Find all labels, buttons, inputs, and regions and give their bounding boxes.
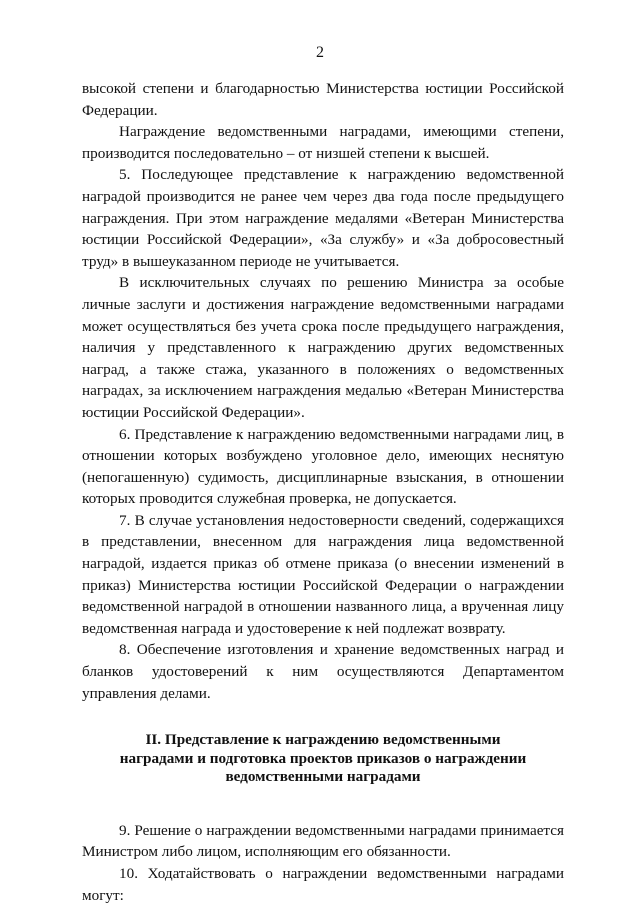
paragraph-item-6: 6. Представление к награждению ведомственными наградами лиц, в отношении которых возбуждено уголовное дело, имеющих неснятую (непогашенную) судимость, дисциплинарные взыскания, в отношении которых проводится служебная проверка, не допускается. [82, 425, 564, 508]
section-heading-line-1: II. Представление к награждению ведомственными [145, 731, 501, 749]
paragraph-item-5: 5. Последующее представление к награждению ведомственной наградой производится не ранее чем через два года после предыдущего награждения. При этом награждение медалями «Ветеран Министерства юстиции Российской Федерации», «За службу» и «За добросовестный труд» в вышеуказанном периоде не учитывается. [82, 166, 564, 270]
paragraph-item-7: 7. В случае установления недостоверности сведений, содержащихся в представлении, внесенном для награждения лица ведомственной наградой, издается приказ об отмене приказа (о внесении изменений в приказ) Министерства юстиции Российской Федерации о награждении ведомственной наградой в отношении названного лица, а врученная лицу ведомственная награда и удостоверение к ней подлежат возврату. [82, 511, 564, 637]
page-number: 2 [316, 44, 324, 61]
paragraph-exceptional-cases: В исключительных случаях по решению Министра за особые личные заслуги и достижения награждение ведомственными наградами может осуществляться без учета срока после предыдущего награждения, наличия у представленного к награждению других ведомственных наград, а также стажа, указанного в положениях о ведомственных наградах, за исключением награждения медалью «Ветеран Министерства юстиции Российской Федерации». [82, 274, 564, 421]
section-heading-line-2: наградами и подготовка проектов приказов о награждении [119, 749, 527, 767]
paragraph-award-degrees: Награждение ведомственными наградами, имеющими степени, производится последовательно – от низшей степени к высшей. [82, 123, 564, 162]
paragraph-item-10: 10. Ходатайствовать о награждении ведомственными наградами могут: [82, 864, 564, 904]
section-heading-line-3: ведомственными наградами [225, 768, 421, 786]
section-heading [82, 731, 564, 787]
document-body [82, 78, 564, 906]
paragraph-item-8: 8. Обеспечение изготовления и хранение ведомственных наград и бланков удостоверений к ним осуществляются Департаментом управления делами. [82, 641, 564, 702]
paragraph-continuation: высокой степени и благодарностью Министерства юстиции Российской Федерации. [82, 80, 564, 119]
paragraph-item-9: 9. Решение о награждении ведомственными наградами принимается Министром либо лицом, исполняющим его обязанности. [82, 821, 564, 861]
